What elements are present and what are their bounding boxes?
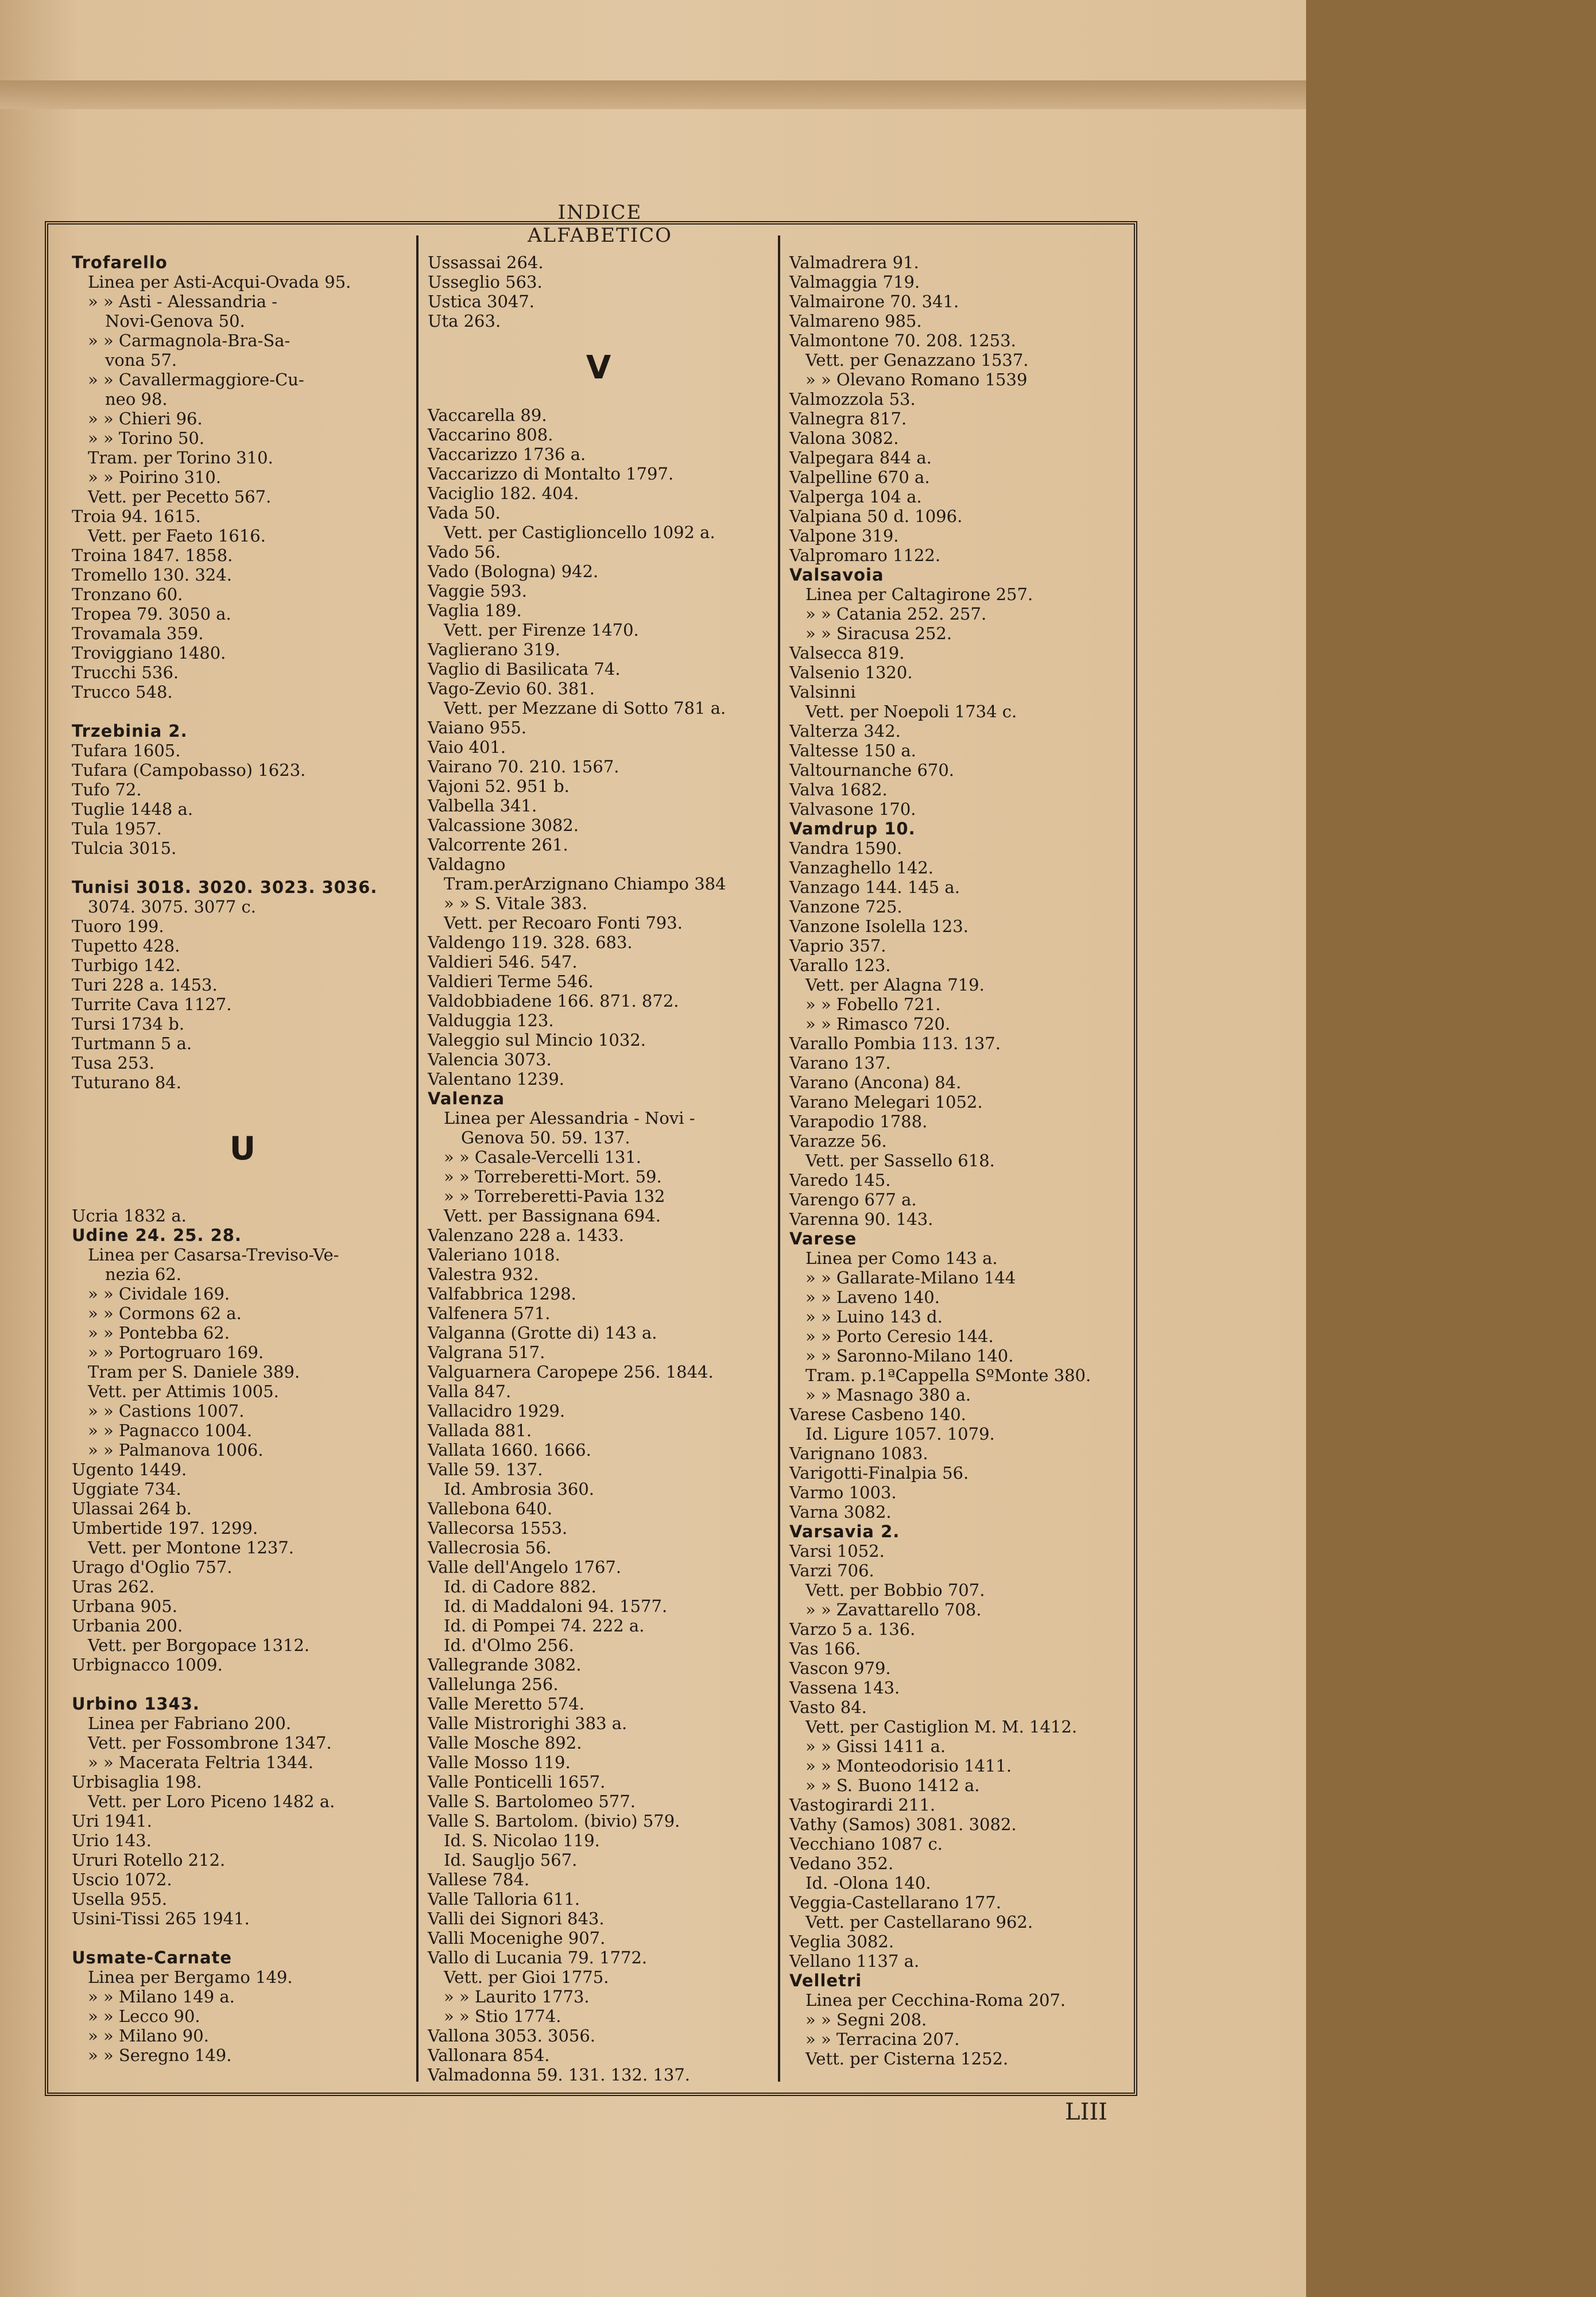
index-entry: Valguarnera Caropepe 256. 1844. — [428, 1362, 714, 1382]
index-entry: Vas 166. — [789, 1639, 861, 1658]
index-entry: Tronzano 60. — [72, 585, 183, 604]
index-entry: Valvasone 170. — [789, 799, 916, 819]
index-subentry: Id. Ambrosia 360. — [444, 1479, 595, 1499]
spacer — [72, 1186, 413, 1206]
index-subentry: Tram. p.1ªCappella SºMonte 380. — [805, 1366, 1091, 1385]
index-entry: Vada 50. — [428, 503, 501, 523]
index-subentry: Id. -Olona 140. — [805, 1873, 931, 1893]
index-entry: Urbania 200. — [72, 1616, 183, 1635]
index-entry: Uggiate 734. — [72, 1479, 181, 1499]
index-entry: Varmo 1003. — [789, 1483, 897, 1502]
index-entry: Varallo 123. — [789, 956, 891, 975]
spacer — [72, 1928, 413, 1948]
index-entry: Vaccarino 808. — [428, 425, 553, 444]
index-subentry: » » Milano 90. — [88, 2026, 209, 2045]
index-subentry: » » S. Vitale 383. — [444, 894, 588, 913]
index-subentry: Vett. per Bassignana 694. — [444, 1206, 661, 1225]
index-entry: Vassena 143. — [789, 1678, 900, 1697]
index-subentry: » » Gissi 1411 a. — [805, 1737, 946, 1756]
index-entry: Valona 3082. — [789, 428, 899, 448]
index-entry: Uras 262. — [72, 1577, 155, 1596]
index-entry: Varsi 1052. — [789, 1541, 885, 1561]
index-entry: Valle Meretto 574. — [428, 1694, 584, 1714]
index-entry: Uta 263. — [428, 311, 501, 331]
index-subentry: Id. di Pompei 74. 222 a. — [444, 1616, 645, 1635]
index-subentry: » » Siracusa 252. — [805, 624, 952, 643]
index-entry: Troina 1847. 1858. — [72, 546, 233, 565]
index-subentry: » » Masnago 380 a. — [805, 1385, 971, 1405]
index-entry: Tula 1957. — [72, 819, 162, 838]
index-entry: Vallona 3053. 3056. — [428, 2026, 596, 2045]
index-entry: Valfabbrica 1298. — [428, 1284, 576, 1304]
index-subentry: » » Torino 50. — [88, 428, 205, 448]
index-entry: Vandra 1590. — [789, 838, 902, 858]
index-entry: Vathy (Samos) 3081. 3082. — [789, 1815, 1017, 1834]
index-heading: Valsavoia — [789, 565, 884, 585]
index-entry: Vado 56. — [428, 542, 501, 562]
index-subentry: Linea per Fabriano 200. — [88, 1714, 292, 1733]
index-entry: Usseglio 563. — [428, 272, 543, 292]
index-entry: Varapodio 1788. — [789, 1112, 928, 1131]
page-top-edge — [0, 80, 1306, 109]
index-entry: Vaiano 955. — [428, 718, 527, 737]
index-subentry: » » Chieri 96. — [88, 409, 203, 428]
index-entry: Valle dell'Angelo 1767. — [428, 1557, 622, 1577]
index-entry: Valli Mocenighe 907. — [428, 1928, 606, 1948]
index-subentry: 3074. 3075. 3077 c. — [88, 897, 256, 917]
index-entry: Tursi 1734 b. — [72, 1014, 185, 1034]
index-entry: Tufara 1605. — [72, 741, 181, 760]
section-letter: U — [229, 1130, 256, 1167]
index-entry: Vago-Zevio 60. 381. — [428, 679, 595, 698]
index-entry: Valenzano 228 a. 1433. — [428, 1225, 624, 1245]
index-subentry: Linea per Como 143 a. — [805, 1248, 998, 1268]
index-subentry: » » Rimasco 720. — [805, 1014, 951, 1034]
index-subentry: » » Poirino 310. — [88, 467, 222, 487]
index-subentry: » » Pagnacco 1004. — [88, 1421, 253, 1440]
index-entry: Vedano 352. — [789, 1854, 894, 1873]
index-subentry: Linea per Casarsa-Treviso-Ve- — [88, 1245, 339, 1264]
index-entry: Urbana 905. — [72, 1596, 177, 1616]
index-subentry: Vett. per Sassello 618. — [805, 1151, 995, 1170]
index-entry: Urio 143. — [72, 1831, 152, 1850]
index-entry: Valterza 342. — [789, 721, 901, 741]
index-entry: Valpiana 50 d. 1096. — [789, 506, 963, 526]
index-entry: Vaio 401. — [428, 737, 506, 757]
index-subentry: Id. Ligure 1057. 1079. — [805, 1424, 995, 1444]
index-subentry: » » Pontebba 62. — [88, 1323, 230, 1343]
index-subentry: » » Luino 143 d. — [805, 1307, 943, 1327]
index-entry: Ustica 3047. — [428, 292, 535, 311]
index-heading: Urbino 1343. — [72, 1694, 200, 1714]
section-letter: V — [586, 349, 611, 386]
index-entry: Varese Casbeno 140. — [789, 1405, 966, 1424]
index-entry: Varano (Ancona) 84. — [789, 1073, 962, 1092]
index-entry: Valmareno 985. — [789, 311, 922, 331]
index-entry: Varignano 1083. — [789, 1444, 928, 1463]
index-entry: Valfenera 571. — [428, 1304, 551, 1323]
index-entry: Turtmann 5 a. — [72, 1034, 192, 1053]
index-subentry: Linea per Cecchina-Roma 207. — [805, 1990, 1066, 2010]
index-entry: Usella 955. — [72, 1889, 168, 1909]
index-entry: Vanzago 144. 145 a. — [789, 877, 960, 897]
index-subentry: Linea per Caltagirone 257. — [805, 585, 1033, 604]
index-entry: Vaccarizzo 1736 a. — [428, 444, 586, 464]
index-entry: Vaccarella 89. — [428, 405, 547, 425]
index-subentry: » » Stio 1774. — [444, 2006, 561, 2026]
index-entry: Vanzone 725. — [789, 897, 902, 917]
index-entry: Valpone 319. — [789, 526, 899, 546]
index-subentry: Vett. per Mezzane di Sotto 781 a. — [444, 698, 726, 718]
index-entry: Vallegrande 3082. — [428, 1655, 582, 1675]
index-entry: Vecchiano 1087 c. — [789, 1834, 943, 1854]
page-header-title: INDICE ALFABETICO — [527, 201, 673, 247]
index-entry: Varigotti-Finalpia 56. — [789, 1463, 969, 1483]
index-entry: Vellano 1137 a. — [789, 1951, 920, 1971]
spacer — [72, 702, 413, 721]
index-subentry: » » Terracina 207. — [805, 2029, 960, 2049]
index-entry: Valentano 1239. — [428, 1069, 565, 1089]
index-entry: Valdobbiadene 166. 871. 872. — [428, 991, 679, 1011]
index-subentry: Vett. per Faeto 1616. — [88, 526, 266, 546]
index-entry: Valpegara 844 a. — [789, 448, 932, 467]
index-subentry: Linea per Asti-Acqui-Ovada 95. — [88, 272, 351, 292]
index-entry: Urbisaglia 198. — [72, 1772, 202, 1792]
index-subentry: Tram.perArzignano Chiampo 384 — [444, 874, 726, 894]
index-entry: Vallecorsa 1553. — [428, 1518, 568, 1538]
index-entry: Valva 1682. — [789, 780, 888, 799]
index-column-1 — [72, 253, 413, 2067]
index-subentry: Linea per Bergamo 149. — [88, 1967, 293, 1987]
index-heading: Varsavia 2. — [789, 1522, 900, 1541]
index-entry: Tufo 72. — [72, 780, 142, 799]
index-subentry: » » Zavattarello 708. — [805, 1600, 982, 1619]
index-entry: Vaciglio 182. 404. — [428, 484, 579, 503]
index-entry: Umbertide 197. 1299. — [72, 1518, 258, 1538]
spacer — [72, 858, 413, 877]
index-entry: Tuglie 1448 a. — [72, 799, 193, 819]
index-subentry: » » Lecco 90. — [88, 2006, 200, 2026]
index-entry: Urago d'Oglio 757. — [72, 1557, 233, 1577]
index-subentry: Vett. per Pecetto 567. — [88, 487, 272, 506]
index-subentry: » » Porto Ceresio 144. — [805, 1327, 994, 1346]
index-continuation: vona 57. — [105, 350, 177, 370]
index-entry: Valle Mosso 119. — [428, 1753, 571, 1772]
index-entry: Valsecca 819. — [789, 643, 905, 663]
index-entry: Uri 1941. — [72, 1811, 152, 1831]
index-entry: Valeggio sul Mincio 1032. — [428, 1030, 646, 1050]
index-entry: Vaprio 357. — [789, 936, 886, 956]
index-entry: Vallacidro 1929. — [428, 1401, 565, 1421]
index-heading: Trzebinia 2. — [72, 721, 188, 741]
index-entry: Varzo 5 a. 136. — [789, 1619, 916, 1639]
index-subentry: » » Asti - Alessandria - — [88, 292, 278, 311]
index-subentry: » » Castions 1007. — [88, 1401, 245, 1421]
spacer — [72, 1092, 413, 1112]
index-subentry: Vett. per Cisterna 1252. — [805, 2049, 1009, 2068]
index-entry: Turi 228 a. 1453. — [72, 975, 218, 995]
index-subentry: Id. S. Nicolao 119. — [444, 1831, 600, 1850]
index-entry: Valduggia 123. — [428, 1011, 554, 1030]
index-entry: Vallelunga 256. — [428, 1675, 559, 1694]
index-entry: Tuturano 84. — [72, 1073, 181, 1092]
index-entry: Valdieri Terme 546. — [428, 972, 594, 991]
index-entry: Valle S. Bartolom. (bivio) 579. — [428, 1811, 680, 1831]
column-divider — [778, 235, 780, 2082]
index-entry: Valli dei Signori 843. — [428, 1909, 605, 1928]
index-entry: Valle Ponticelli 1657. — [428, 1772, 606, 1792]
spacer — [72, 1675, 413, 1694]
index-entry: Vanzone Isolella 123. — [789, 917, 969, 936]
index-entry: Valmairone 70. 341. — [789, 292, 959, 311]
index-entry: Usini-Tissi 265 1941. — [72, 1909, 250, 1928]
index-entry: Uscio 1072. — [72, 1870, 172, 1889]
index-heading: Tunisi 3018. 3020. 3023. 3036. — [72, 877, 378, 897]
index-entry: Valestra 932. — [428, 1264, 539, 1284]
index-heading: Trofarello — [72, 253, 168, 272]
index-subentry: » » S. Buono 1412 a. — [805, 1776, 980, 1795]
index-subentry: » » Segni 208. — [805, 2010, 927, 2029]
index-entry: Valcassione 3082. — [428, 815, 579, 835]
index-entry: Valdagno — [428, 854, 506, 874]
index-entry: Valmadrera 91. — [789, 253, 919, 272]
index-subentry: » » Macerata Feltria 1344. — [88, 1753, 313, 1772]
index-entry: Valle Talloria 611. — [428, 1889, 580, 1909]
index-entry: Valsenio 1320. — [789, 663, 913, 682]
index-subentry: » » Torreberetti-Mort. 59. — [444, 1167, 662, 1186]
index-entry: Trucchi 536. — [72, 663, 179, 682]
index-continuation: Novi-Genova 50. — [105, 311, 245, 331]
index-heading: Usmate-Carnate — [72, 1948, 233, 1967]
index-entry: Valmadonna 59. 131. 132. 137. — [428, 2065, 691, 2085]
index-subentry: » » Torreberetti-Pavia 132 — [444, 1186, 665, 1206]
index-entry: Vanzaghello 142. — [789, 858, 934, 877]
index-entry: Valtesse 150 a. — [789, 741, 916, 760]
index-entry: Ucria 1832 a. — [72, 1206, 187, 1225]
index-entry: Vado (Bologna) 942. — [428, 562, 599, 581]
index-entry: Vallata 1660. 1666. — [428, 1440, 591, 1460]
index-subentry: Vett. per Borgopace 1312. — [88, 1635, 310, 1655]
index-entry: Valgrana 517. — [428, 1343, 545, 1362]
index-subentry: Vett. per Noepoli 1734 c. — [805, 702, 1017, 721]
index-continuation: Genova 50. 59. 137. — [461, 1128, 630, 1147]
index-entry: Valbella 341. — [428, 796, 537, 815]
index-entry: Varallo Pombia 113. 137. — [789, 1034, 1001, 1053]
index-entry: Veggia-Castellarano 177. — [789, 1893, 1002, 1912]
index-entry: Ugento 1449. — [72, 1460, 187, 1479]
index-subentry: Vett. per Gioi 1775. — [444, 1967, 609, 1987]
index-entry: Turbigo 142. — [72, 956, 181, 975]
index-heading: Valenza — [428, 1089, 505, 1108]
index-subentry: Vett. per Montone 1237. — [88, 1538, 295, 1557]
index-entry: Valsinni — [789, 682, 856, 702]
index-entry: Varzi 706. — [789, 1561, 874, 1580]
index-entry: Vascon 979. — [789, 1658, 891, 1678]
index-subentry: » » Saronno-Milano 140. — [805, 1346, 1014, 1366]
index-subentry: Vett. per Castellarano 962. — [805, 1912, 1033, 1932]
index-entry: Ulassai 264 b. — [72, 1499, 192, 1518]
index-entry: Tusa 253. — [72, 1053, 154, 1073]
index-entry: Tuoro 199. — [72, 917, 164, 936]
index-entry: Vallebona 640. — [428, 1499, 553, 1518]
index-entry: Valpromaro 1122. — [789, 546, 941, 565]
index-subentry: Id. di Cadore 882. — [444, 1577, 596, 1596]
index-entry: Troviggiano 1480. — [72, 643, 226, 663]
index-entry: Urbignacco 1009. — [72, 1655, 223, 1675]
index-heading: Vamdrup 10. — [789, 819, 916, 838]
index-entry: Vaglio di Basilicata 74. — [428, 659, 621, 679]
index-entry: Valganna (Grotte di) 143 a. — [428, 1323, 657, 1343]
index-subentry: Vett. per Loro Piceno 1482 a. — [88, 1792, 335, 1811]
index-entry: Valmontone 70. 208. 1253. — [789, 331, 1016, 350]
index-subentry: Vett. per Recoaro Fonti 793. — [444, 913, 683, 933]
index-entry: Vajoni 52. 951 b. — [428, 776, 570, 796]
index-continuation: nezia 62. — [105, 1264, 182, 1284]
index-entry: Valle Mistrorighi 383 a. — [428, 1714, 627, 1733]
index-entry: Valdengo 119. 328. 683. — [428, 933, 633, 952]
index-heading: Varese — [789, 1229, 857, 1248]
index-entry: Tropea 79. 3050 a. — [72, 604, 231, 624]
index-subentry: Vett. per Firenze 1470. — [444, 620, 639, 640]
index-subentry: » » Laveno 140. — [805, 1287, 940, 1307]
index-subentry: Vett. per Genazzano 1537. — [805, 350, 1029, 370]
index-entry: Varenna 90. 143. — [789, 1209, 933, 1229]
index-column-2 — [428, 253, 769, 2085]
index-subentry: » » Fobello 721. — [805, 995, 941, 1014]
index-entry: Valnegra 817. — [789, 409, 907, 428]
index-entry: Tupetto 428. — [72, 936, 180, 956]
index-subentry: Id. Saugljo 567. — [444, 1850, 578, 1870]
index-entry: Vallonara 854. — [428, 2045, 550, 2065]
index-subentry: Linea per Alessandria - Novi - — [444, 1108, 695, 1128]
index-entry: Vaggie 593. — [428, 581, 527, 601]
index-entry: Valpelline 670 a. — [789, 467, 930, 487]
index-subentry: » » Olevano Romano 1539 — [805, 370, 1028, 389]
index-entry: Valmozzola 53. — [789, 389, 916, 409]
index-entry: Troia 94. 1615. — [72, 506, 201, 526]
index-heading: Velletri — [789, 1971, 862, 1990]
index-entry: Varengo 677 a. — [789, 1190, 917, 1209]
index-entry: Valle S. Bartolomeo 577. — [428, 1792, 636, 1811]
index-entry: Vallada 881. — [428, 1421, 532, 1440]
index-entry: Vallese 784. — [428, 1870, 530, 1889]
index-entry: Trucco 548. — [72, 682, 173, 702]
index-subentry: Vett. per Alagna 719. — [805, 975, 985, 995]
index-entry: Varna 3082. — [789, 1502, 892, 1522]
index-entry: Valcorrente 261. — [428, 835, 568, 854]
index-subentry: » » Casale-Vercelli 131. — [444, 1147, 642, 1167]
page-number: LIII — [1065, 2099, 1107, 2125]
index-subentry: Vett. per Attimis 1005. — [88, 1382, 279, 1401]
index-entry: Valperga 104 a. — [789, 487, 922, 506]
index-entry: Vaglierano 319. — [428, 640, 560, 659]
index-entry: Veglia 3082. — [789, 1932, 894, 1951]
index-entry: Valla 847. — [428, 1382, 512, 1401]
index-entry: Vasto 84. — [789, 1697, 867, 1717]
column-divider — [416, 235, 419, 2082]
index-subentry: Vett. per Castiglioncello 1092 a. — [444, 523, 715, 542]
index-entry: Ururi Rotello 212. — [72, 1850, 226, 1870]
index-entry: Tromello 130. 324. — [72, 565, 232, 585]
index-entry: Vaccarizzo di Montalto 1797. — [428, 464, 674, 484]
index-entry: Valencia 3073. — [428, 1050, 552, 1069]
index-heading: Udine 24. 25. 28. — [72, 1225, 242, 1245]
index-entry: Vastogirardi 211. — [789, 1795, 936, 1815]
index-subentry: » » Carmagnola-Bra-Sa- — [88, 331, 290, 350]
index-entry: Varano Melegari 1052. — [789, 1092, 983, 1112]
index-entry: Varedo 145. — [789, 1170, 891, 1190]
index-entry: Trovamala 359. — [72, 624, 204, 643]
index-entry: Vallo di Lucania 79. 1772. — [428, 1948, 648, 1967]
index-entry: Valdieri 546. 547. — [428, 952, 578, 972]
index-entry: Valle Mosche 892. — [428, 1733, 582, 1753]
index-entry: Valle 59. 137. — [428, 1460, 543, 1479]
index-subentry: Id. d'Olmo 256. — [444, 1635, 574, 1655]
index-entry: Varano 137. — [789, 1053, 891, 1073]
index-entry: Vaglia 189. — [428, 601, 522, 620]
index-entry: Turrite Cava 1127. — [72, 995, 232, 1014]
index-subentry: » » Cormons 62 a. — [88, 1304, 242, 1323]
index-column-3 — [789, 253, 1131, 2067]
index-entry: Valtournanche 670. — [789, 760, 955, 780]
index-entry: Tulcia 3015. — [72, 838, 177, 858]
index-subentry: » » Monteodorisio 1411. — [805, 1756, 1012, 1776]
index-subentry: Tram. per Torino 310. — [88, 448, 273, 467]
index-entry: Varazze 56. — [789, 1131, 887, 1151]
index-entry: Vallecrosia 56. — [428, 1538, 552, 1557]
index-subentry: » » Laurito 1773. — [444, 1987, 590, 2006]
index-continuation: neo 98. — [105, 389, 168, 409]
index-entry: Valmaggia 719. — [789, 272, 920, 292]
index-subentry: Id. di Maddaloni 94. 1577. — [444, 1596, 668, 1616]
index-subentry: Vett. per Fossombrone 1347. — [88, 1733, 332, 1753]
index-entry: Tufara (Campobasso) 1623. — [72, 760, 306, 780]
index-subentry: » » Gallarate-Milano 144 — [805, 1268, 1016, 1287]
index-subentry: » » Seregno 149. — [88, 2045, 232, 2065]
index-subentry: » » Cavallermaggiore-Cu- — [88, 370, 304, 389]
index-subentry: Vett. per Bobbio 707. — [805, 1580, 985, 1600]
index-subentry: Vett. per Castiglion M. M. 1412. — [805, 1717, 1078, 1737]
index-subentry: » » Palmanova 1006. — [88, 1440, 264, 1460]
index-subentry: » » Milano 149 a. — [88, 1987, 235, 2006]
index-subentry: » » Portogruaro 169. — [88, 1343, 264, 1362]
index-subentry: » » Catania 252. 257. — [805, 604, 987, 624]
index-entry: Valeriano 1018. — [428, 1245, 560, 1264]
index-entry: Ussassai 264. — [428, 253, 544, 272]
index-entry: Vairano 70. 210. 1567. — [428, 757, 619, 776]
index-subentry: » » Cividale 169. — [88, 1284, 230, 1304]
index-subentry: Tram per S. Daniele 389. — [88, 1362, 300, 1382]
